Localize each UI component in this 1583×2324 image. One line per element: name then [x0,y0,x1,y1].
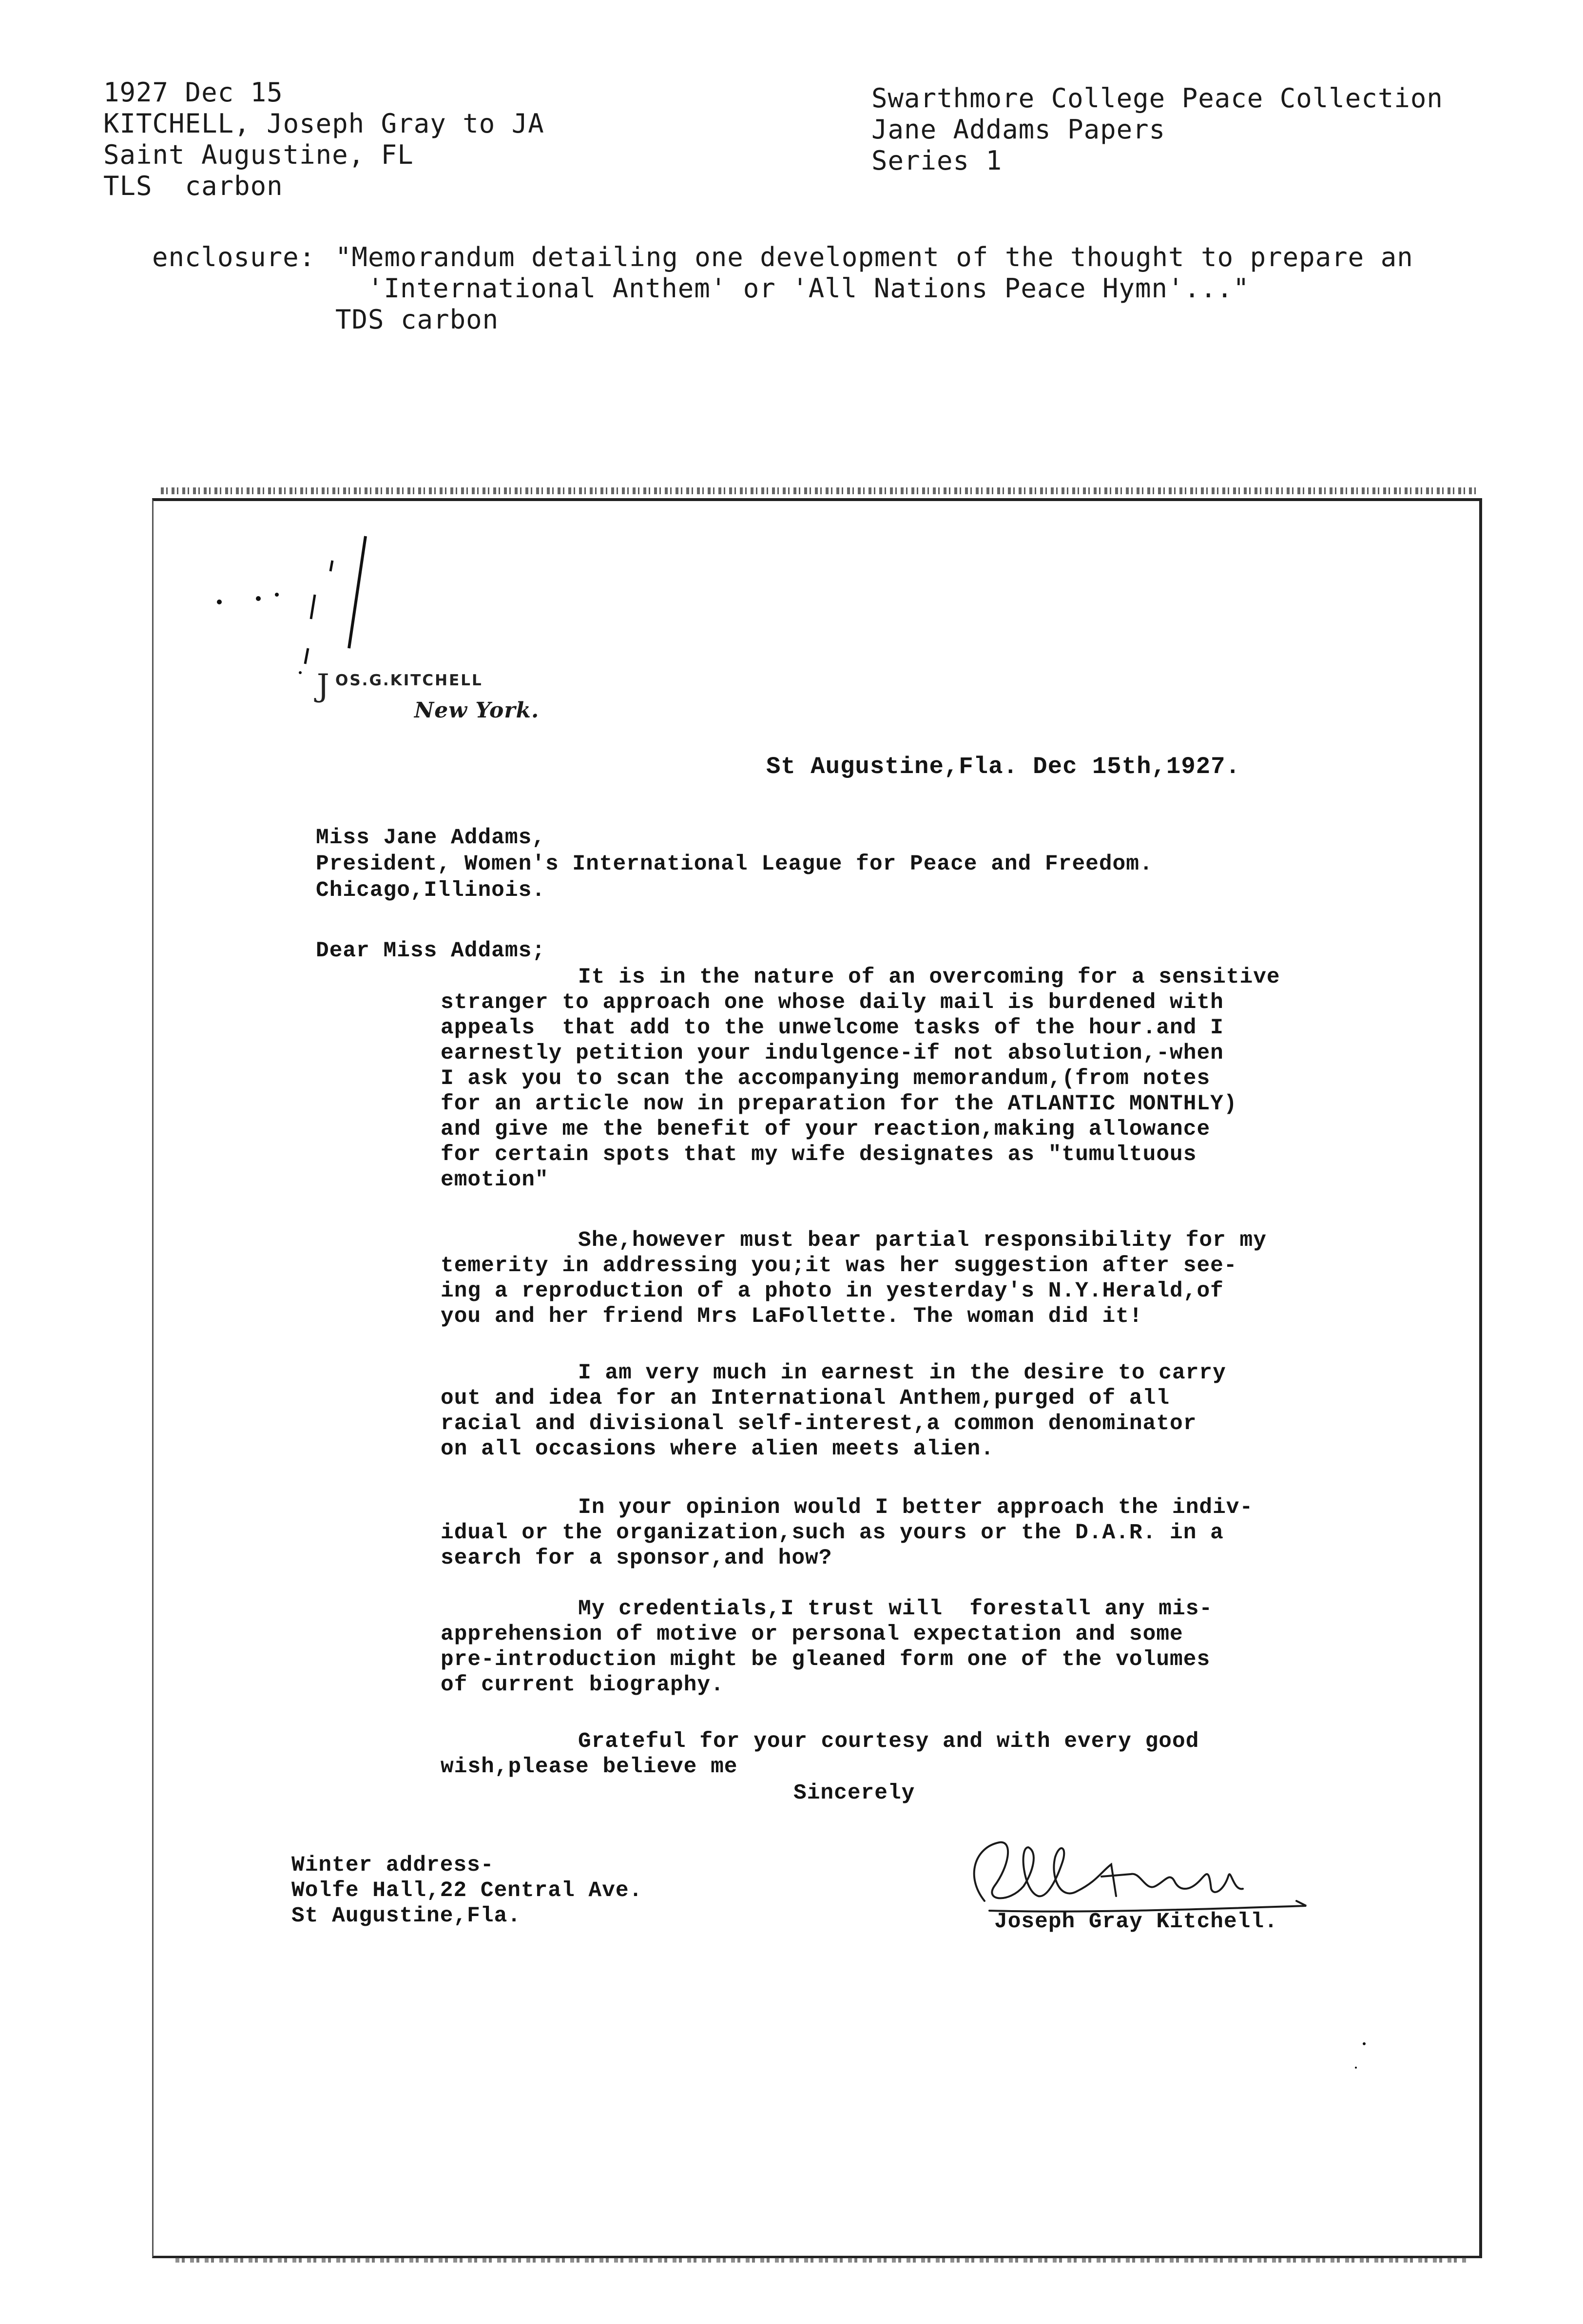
body-line: racial and divisional self-interest,a common denominator [441,1412,1197,1436]
letter-dateline: St Augustine,Fla. Dec 15th,1927. [766,753,1240,780]
catalog-series: Series 1 [871,145,1003,176]
enclosure-format: TDS carbon [335,304,499,335]
sheet-top-edge [161,487,1477,494]
catalog-place: Saint Augustine, FL [103,139,414,170]
body-line: My credentials,I trust will forestall any mis- [578,1597,1213,1621]
catalog-papers: Jane Addams Papers [871,114,1166,145]
body-line: idual or the organization,such as yours or the D.A.R. in a [441,1521,1224,1545]
body-line: of current biography. [441,1673,724,1697]
letterhead-city: New York. [414,698,540,723]
body-line: apprehension of motive or personal expectation and some [441,1622,1183,1646]
catalog-format: TLS carbon [103,171,283,201]
salutation: Dear Miss Addams; [316,939,545,963]
body-line: earnestly petition your indulgence-if not absolution,-when [441,1041,1224,1065]
body-line: pre-introduction might be gleaned form one of the volumes [441,1647,1211,1672]
catalog-correspondents: KITCHELL, Joseph Gray to JA [103,108,544,139]
body-line: out and idea for an International Anthem,purged of all [441,1386,1170,1411]
recipient-city: Chicago,Illinois. [316,878,545,903]
body-line: I ask you to scan the accompanying memorandum,(from notes [441,1066,1211,1091]
body-line: She,however must bear partial responsibility for my [578,1228,1267,1253]
body-line: emotion" [441,1168,549,1192]
body-line: search for a sponsor,and how? [441,1546,832,1570]
body-line: I am very much in earnest in the desire to carry [578,1361,1226,1385]
winter-address-street: Wolfe Hall,22 Central Ave. [291,1879,643,1903]
speck [1363,2042,1366,2045]
body-line: stranger to approach one whose daily mail is burdened with [441,990,1224,1015]
enclosure-label: enclosure: [152,242,316,272]
letterhead-name: OS.G.KITCHELL [335,672,483,689]
body-line: ing a reproduction of a photo in yesterday's N.Y.Herald,of [441,1279,1224,1303]
winter-address-label: Winter address- [291,1853,494,1878]
body-line: Grateful for your courtesy and with every good [578,1729,1199,1754]
letterhead-initial: J [317,668,329,704]
body-line: wish,please believe me [441,1755,738,1779]
body-line: for certain spots that my wife designates as "tumultuous [441,1143,1197,1167]
winter-address-city: St Augustine,Fla. [291,1904,521,1928]
signer-name: Joseph Gray Kitchell. [994,1910,1278,1934]
body-line: you and her friend Mrs LaFollette. The woman did it! [441,1304,1143,1329]
body-line: and give me the benefit of your reaction,making allowance [441,1117,1211,1142]
catalog-collection: Swarthmore College Peace Collection [871,83,1443,114]
catalog-date: 1927 Dec 15 [103,77,283,108]
body-line: for an article now in preparation for the ATLANTIC MONTHLY) [441,1092,1237,1116]
body-line: temerity in addressing you;it was her suggestion after see- [441,1254,1237,1278]
body-line: on all occasions where alien meets alien. [441,1437,994,1461]
speck [1355,2067,1357,2069]
body-line: In your opinion would I better approach the indiv- [578,1495,1254,1520]
body-line: appeals that add to the unwelcome tasks of the hour.and I [441,1016,1224,1040]
recipient-title: President, Women's International League for Peace and Freedom. [316,852,1153,876]
sheet-bottom-edge [175,2258,1467,2263]
closing: Sincerely [793,1781,915,1805]
enclosure-line-2: 'International Anthem' or 'All Nations Peace Hymn'..." [367,273,1250,304]
enclosure-line-1: "Memorandum detailing one development of the thought to prepare an [335,242,1413,272]
body-line: It is in the nature of an overcoming for a sensitive [578,965,1280,989]
recipient-name: Miss Jane Addams, [316,826,545,850]
